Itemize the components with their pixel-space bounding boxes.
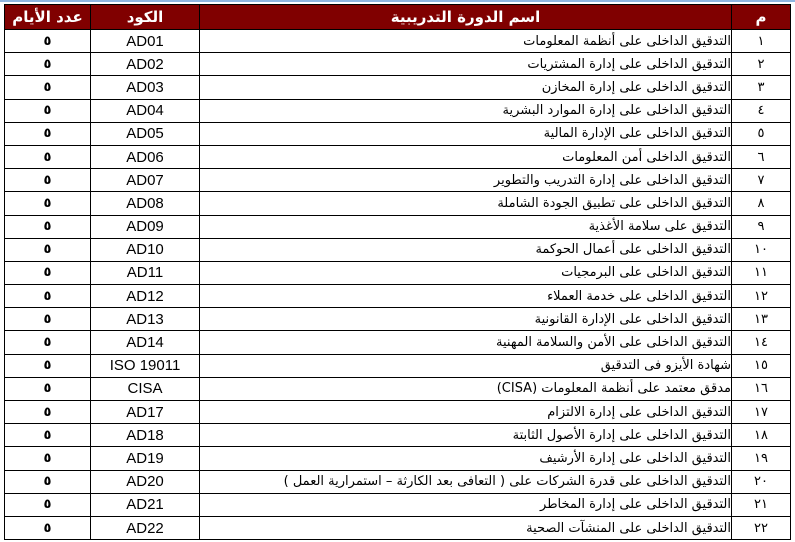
cell-number: ١١ (732, 261, 791, 284)
cell-days: ٥ (5, 516, 91, 539)
table-row (5, 424, 791, 447)
cell-course-name: مدقق معتمد على أنظمة المعلومات (CISA) (200, 377, 732, 400)
cell-course-name: التدقيق الداخلى على إدارة الأصول الثابتة (200, 424, 732, 447)
cell-days: ٥ (5, 192, 91, 215)
cell-code: AD13 (91, 308, 200, 331)
cell-days: ٥ (5, 424, 91, 447)
cell-course-name: التدقيق على سلامة الأغذية (200, 215, 732, 238)
cell-number: ١٧ (732, 401, 791, 424)
cell-days: ٥ (5, 377, 91, 400)
cell-number: ٣ (732, 76, 791, 99)
cell-course-name: التدقيق الداخلى أمن المعلومات (200, 145, 732, 168)
table-row (5, 192, 791, 215)
cell-number: ٦ (732, 145, 791, 168)
cell-days: ٥ (5, 354, 91, 377)
table-row (5, 377, 791, 400)
cell-number: ٢٠ (732, 470, 791, 493)
table-row (5, 215, 791, 238)
table-row (5, 516, 791, 539)
table-row (5, 53, 791, 76)
cell-days: ٥ (5, 401, 91, 424)
cell-days: ٥ (5, 261, 91, 284)
cell-number: ١٩ (732, 447, 791, 470)
cell-number: ٩ (732, 215, 791, 238)
cell-code: AD09 (91, 215, 200, 238)
table-row (5, 308, 791, 331)
cell-days: ٥ (5, 53, 91, 76)
table-row (5, 145, 791, 168)
cell-course-name: شهادة الأيزو فى التدقيق (200, 354, 732, 377)
table-row (5, 76, 791, 99)
cell-code: AD07 (91, 169, 200, 192)
cell-number: ١٣ (732, 308, 791, 331)
cell-number: ٢٢ (732, 516, 791, 539)
cell-days: ٥ (5, 215, 91, 238)
cell-number: ١٨ (732, 424, 791, 447)
cell-number: ٢ (732, 53, 791, 76)
cell-number: ١٤ (732, 331, 791, 354)
cell-days: ٥ (5, 122, 91, 145)
cell-code: AD18 (91, 424, 200, 447)
cell-course-name: التدقيق الداخلى على قدرة الشركات على ( التعافى بعد الكارثة – استمرارية العمل ) (200, 470, 732, 493)
cell-number: ١٠ (732, 238, 791, 261)
cell-number: ١ (732, 30, 791, 53)
cell-code: AD05 (91, 122, 200, 145)
header-number: م (732, 5, 791, 30)
table-row (5, 354, 791, 377)
table-row (5, 447, 791, 470)
table-row (5, 401, 791, 424)
cell-number: ٢١ (732, 493, 791, 516)
cell-days: ٥ (5, 447, 91, 470)
cell-course-name: التدقيق الداخلى على الإدارة المالية (200, 122, 732, 145)
cell-days: ٥ (5, 145, 91, 168)
cell-days: ٥ (5, 30, 91, 53)
table-row (5, 285, 791, 308)
cell-code: AD12 (91, 285, 200, 308)
header-code: الكود (91, 5, 200, 30)
cell-course-name: التدقيق الداخلى على إدارة الالتزام (200, 401, 732, 424)
cell-code: AD03 (91, 76, 200, 99)
cell-course-name: التدقيق الداخلى على البرمجيات (200, 261, 732, 284)
cell-days: ٥ (5, 308, 91, 331)
table-row (5, 99, 791, 122)
cell-days: ٥ (5, 238, 91, 261)
cell-code: AD10 (91, 238, 200, 261)
cell-number: ٧ (732, 169, 791, 192)
cell-code: AD17 (91, 401, 200, 424)
cell-course-name: التدقيق الداخلى على إدارة المخازن (200, 76, 732, 99)
cell-code: AD19 (91, 447, 200, 470)
cell-course-name: التدقيق الداخلى على المنشآت الصحية (200, 516, 732, 539)
window-top-edge (0, 0, 795, 2)
cell-code: AD14 (91, 331, 200, 354)
cell-course-name: التدقيق الداخلى على أنظمة المعلومات (200, 30, 732, 53)
cell-course-name: التدقيق الداخلى على إدارة الأرشيف (200, 447, 732, 470)
table-row (5, 169, 791, 192)
cell-code: AD20 (91, 470, 200, 493)
cell-number: ١٢ (732, 285, 791, 308)
table-row (5, 261, 791, 284)
table-row (5, 470, 791, 493)
cell-course-name: التدقيق الداخلى على خدمة العملاء (200, 285, 732, 308)
cell-code: AD01 (91, 30, 200, 53)
cell-code: AD11 (91, 261, 200, 284)
cell-days: ٥ (5, 169, 91, 192)
cell-code: AD02 (91, 53, 200, 76)
cell-number: ١٦ (732, 377, 791, 400)
cell-days: ٥ (5, 99, 91, 122)
cell-course-name: التدقيق الداخلى على الإدارة القانونية (200, 308, 732, 331)
cell-course-name: التدقيق الداخلى على تطبيق الجودة الشاملة (200, 192, 732, 215)
cell-number: ٨ (732, 192, 791, 215)
cell-course-name: التدقيق الداخلى على إدارة الموارد البشرية (200, 99, 732, 122)
header-days: عدد الأيام (5, 5, 91, 30)
cell-code: ISO 19011 (91, 354, 200, 377)
cell-number: ١٥ (732, 354, 791, 377)
cell-code: AD21 (91, 493, 200, 516)
cell-code: AD08 (91, 192, 200, 215)
table-row (5, 238, 791, 261)
cell-number: ٤ (732, 99, 791, 122)
cell-course-name: التدقيق الداخلى على إدارة التدريب والتطوير (200, 169, 732, 192)
header-row (5, 5, 791, 30)
courses-table (4, 4, 791, 540)
cell-days: ٥ (5, 331, 91, 354)
cell-number: ٥ (732, 122, 791, 145)
cell-days: ٥ (5, 76, 91, 99)
table-row (5, 331, 791, 354)
header-course-name: اسم الدورة التدريبية (200, 5, 732, 30)
cell-course-name: التدقيق الداخلى على إدارة المشتريات (200, 53, 732, 76)
table-row (5, 122, 791, 145)
cell-code: AD06 (91, 145, 200, 168)
cell-course-name: التدقيق الداخلى على أعمال الحوكمة (200, 238, 732, 261)
cell-days: ٥ (5, 470, 91, 493)
cell-course-name: التدقيق الداخلى على الأمن والسلامة المهنية (200, 331, 732, 354)
table-body (5, 30, 791, 540)
cell-code: CISA (91, 377, 200, 400)
cell-days: ٥ (5, 493, 91, 516)
table-row (5, 30, 791, 53)
cell-code: AD04 (91, 99, 200, 122)
cell-days: ٥ (5, 285, 91, 308)
cell-code: AD22 (91, 516, 200, 539)
table-row (5, 493, 791, 516)
cell-course-name: التدقيق الداخلى على إدارة المخاطر (200, 493, 732, 516)
